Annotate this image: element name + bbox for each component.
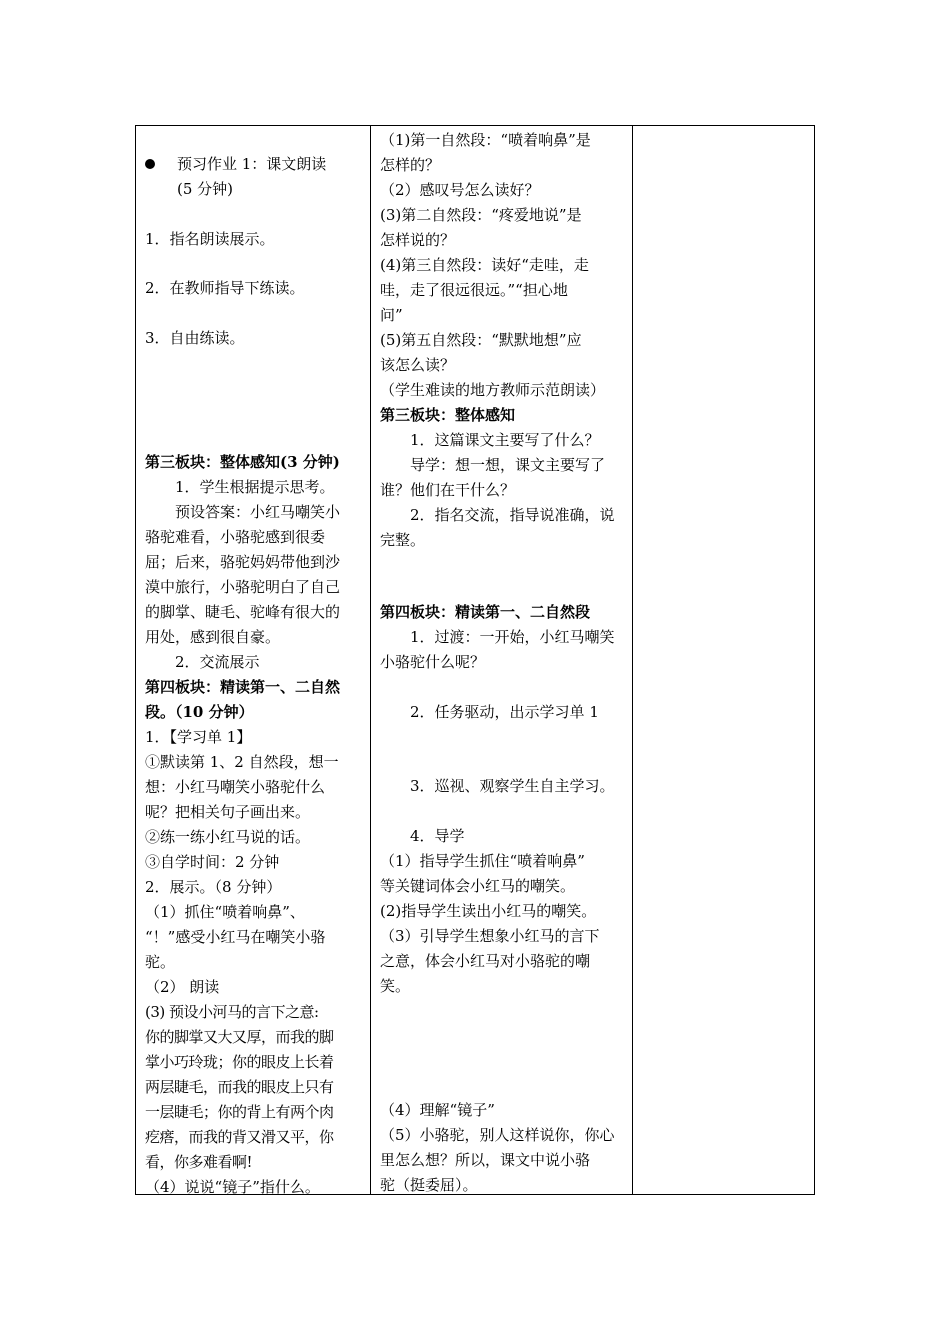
paragraph-line: （5）小骆驼，别人这样说你，你心	[380, 1126, 615, 1144]
section-heading-4: 第四板块：精读第一、二自然段	[380, 603, 591, 621]
paragraph-line: 1．【学习单 1】	[145, 728, 252, 746]
paragraph-line: 哇，走了很远很远。”“担心地	[380, 281, 568, 299]
list-item: 3．自由练读。	[145, 329, 245, 347]
paragraph-line: 一层睫毛；你的背上有两个肉	[145, 1103, 334, 1121]
preview-task-time: (5 分钟)	[177, 180, 234, 198]
paragraph-line: 你的脚掌又大又厚，而我的脚	[145, 1028, 334, 1046]
paragraph-line: 谁？他们在干什么？	[380, 481, 516, 499]
section-heading-4: 第四板块：精读第一、二自然	[145, 678, 341, 696]
paragraph-line: 等关键词体会小红马的嘲笑。	[380, 877, 576, 895]
paragraph-line: 2．指名交流，指导说准确，说	[410, 506, 615, 524]
paragraph-line: ②练一练小红马说的话。	[145, 828, 311, 846]
paragraph-line: 呢？把相关句子画出来。	[145, 803, 311, 821]
paragraph-line: 之意，体会小红马对小骆驼的嘲	[380, 952, 591, 970]
paragraph-line: (3)第二自然段：“疼爱地说”是	[380, 206, 582, 224]
paragraph-line: 2．交流展示	[175, 653, 260, 671]
list-item: 1．指名朗读展示。	[145, 230, 275, 248]
paragraph-line: 问”	[380, 306, 403, 324]
paragraph-line: 掌小巧玲珑；你的眼皮上长着	[145, 1053, 334, 1071]
teacher-activity-column	[380, 126, 627, 1194]
preview-task-title: 预习作业 1：课文朗读	[177, 155, 327, 173]
paragraph-line: （1）抓住“喷着响鼻”、	[145, 903, 305, 921]
lesson-plan-table	[135, 125, 815, 1195]
paragraph-line: 完整。	[380, 531, 426, 549]
paragraph-line: 用处，感到很自豪。	[145, 628, 281, 646]
list-item: 2．在教师指导下练读。	[145, 279, 305, 297]
paragraph-line: 骆驼难看，小骆驼感到很委	[145, 528, 326, 546]
paragraph-line: 1．过渡：一开始，小红马嘲笑	[410, 628, 615, 646]
paragraph-line: 4．导学	[410, 827, 465, 845]
paragraph-line: 两层睫毛，而我的眼皮上只有	[145, 1078, 334, 1096]
paragraph-line: （1)第一自然段：“喷着响鼻”是	[380, 131, 591, 149]
paragraph-line: 的脚掌、睫毛、驼峰有很大的	[145, 603, 341, 621]
paragraph-line: 漠中旅行，小骆驼明白了自己	[145, 578, 341, 596]
paragraph-line: 小骆驼什么呢？	[380, 653, 486, 671]
paragraph-line: （2）感叹号怎么读好？	[380, 181, 540, 199]
paragraph-line: 3．巡视、观察学生自主学习。	[410, 777, 615, 795]
paragraph-line: (4)第三自然段：读好“走哇，走	[380, 256, 589, 274]
paragraph-line: （4）理解“镜子”	[380, 1101, 495, 1119]
notes-column	[633, 126, 815, 1194]
paragraph-line: 导学：想一想，课文主要写了	[410, 456, 606, 474]
column-divider	[370, 126, 371, 1194]
paragraph-line: 2．任务驱动，出示学习单 1	[410, 703, 599, 721]
paragraph-line: (5)第五自然段：“默默地想”应	[380, 331, 582, 349]
student-activity-column	[145, 126, 369, 1194]
paragraph-line: 笑。	[380, 977, 411, 995]
paragraph-line: 屈；后来，骆驼妈妈带他到沙	[145, 553, 341, 571]
paragraph-line: 怎样说的？	[380, 231, 456, 249]
paragraph-line: 疙瘩，而我的背又滑又平，你	[145, 1128, 334, 1146]
paragraph-line: （4）说说“镜子”指什么。	[145, 1178, 320, 1196]
paragraph-line: 看，你多难看啊!	[145, 1153, 253, 1171]
paragraph-line: 驼（挺委屈）。	[380, 1176, 478, 1194]
paragraph-line: ①默读第 1、2 自然段，想一	[145, 753, 339, 771]
paragraph-line: 该怎么读？	[380, 356, 456, 374]
paragraph-line: 预设答案：小红马嘲笑小	[175, 503, 341, 521]
preview-task-bullet	[145, 152, 369, 177]
paragraph-line: 怎样的？	[380, 156, 441, 174]
paragraph-line: （2） 朗读	[145, 978, 220, 996]
paragraph-line: 想：小红马嘲笑小骆驼什么	[145, 778, 326, 796]
paragraph-line: (3) 预设小河马的言下之意:	[145, 1003, 319, 1021]
paragraph-line: ③自学时间：2 分钟	[145, 853, 280, 871]
paragraph-line: （3）引导学生想象小红马的言下	[380, 927, 600, 945]
paragraph-line: “！”感受小红马在嘲笑小骆	[145, 928, 326, 946]
paragraph-line: （学生难读的地方教师示范朗读）	[380, 381, 606, 399]
section-heading-3: 第三板块：整体感知	[380, 406, 516, 424]
section-heading-4-cont: 段。（10 分钟）	[145, 703, 254, 721]
paragraph-line: 1．这篇课文主要写了什么？	[410, 431, 600, 449]
bullet-icon	[145, 159, 155, 169]
paragraph-line: (2)指导学生读出小红马的嘲笑。	[380, 902, 597, 920]
paragraph-line: 2．展示。（8 分钟）	[145, 878, 282, 896]
paragraph-line: （1）指导学生抓住“喷着响鼻”	[380, 852, 585, 870]
section-heading-3: 第三板块：整体感知(3 分钟)	[145, 453, 340, 471]
paragraph-line: 里怎么想？所以，课文中说小骆	[380, 1151, 591, 1169]
paragraph-line: 驼。	[145, 953, 176, 971]
paragraph-line: 1．学生根据提示思考。	[175, 478, 335, 496]
